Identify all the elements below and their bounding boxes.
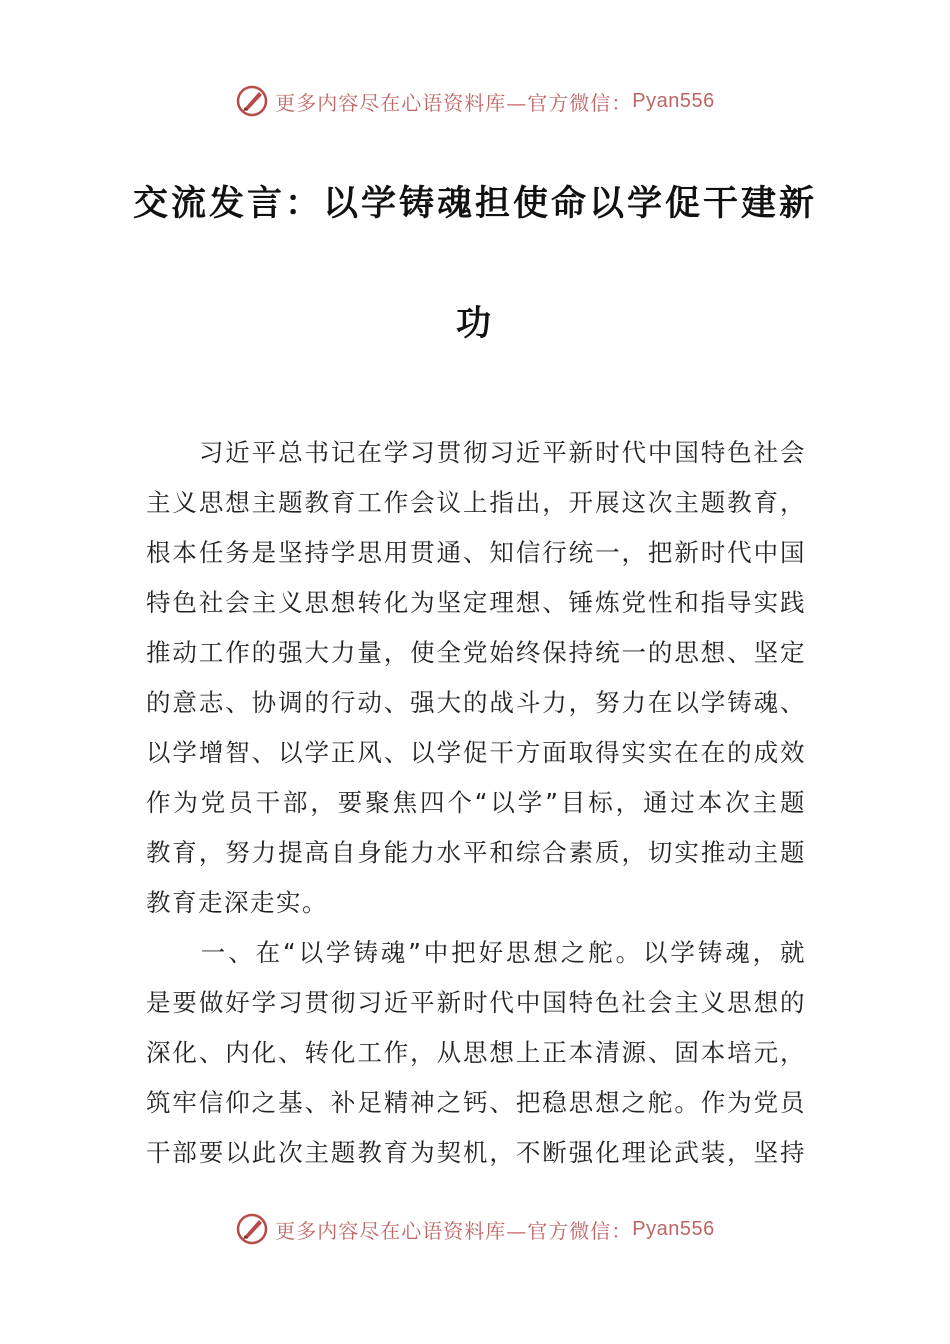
header-watermark — [0, 84, 950, 118]
body-line: 筑牢信仰之基、补足精神之钙、把稳思想之舵。作为党员 — [146, 1088, 806, 1117]
body-line: 教育走深走实。 — [146, 888, 328, 917]
watermark-text: 更多内容尽在心语资料库—官方微信： — [275, 90, 633, 115]
body-line: 主义思想主题教育工作会议上指出，开展这次主题教育， — [146, 488, 806, 517]
body-line: 的意志、协调的行动、强大的战斗力，努力在以学铸魂、 — [146, 688, 806, 717]
body-line: 深化、内化、转化工作，从思想上正本清源、固本培元， — [146, 1038, 806, 1067]
body-line: 干部要以此次主题教育为契机，不断强化理论武装，坚持 — [146, 1138, 806, 1167]
watermark-text: 更多内容尽在心语资料库—官方微信： — [275, 1218, 633, 1243]
body-line: 习近平总书记在学习贯彻习近平新时代中国特色社会 — [146, 438, 806, 467]
pen-logo-icon — [235, 84, 269, 118]
body-line: 特色社会主义思想转化为坚定理想、锤炼党性和指导实践 — [146, 588, 806, 617]
body-line: 以学增智、以学正风、以学促干方面取得实实在在的成效 — [146, 738, 806, 767]
watermark-wechat-id: Pyan556 — [632, 1217, 715, 1240]
document-title-line-1: 交流发言：以学铸魂担使命以学促干建新 — [132, 183, 817, 224]
body-line: 根本任务是坚持学思用贯通、知信行统一，把新时代中国 — [146, 538, 806, 567]
body-line: 推动工作的强大力量，使全党始终保持统一的思想、坚定 — [146, 638, 806, 667]
body-line: 一、在“以学铸魂”中把好思想之舵。以学铸魂，就 — [146, 938, 806, 967]
pen-logo-icon — [235, 1212, 269, 1246]
document-title-line-2: 功 — [455, 303, 494, 344]
body-line: 教育，努力提高自身能力水平和综合素质，切实推动主题 — [146, 838, 806, 867]
body-line: 是要做好学习贯彻习近平新时代中国特色社会主义思想的 — [146, 988, 806, 1017]
watermark-wechat-id: Pyan556 — [632, 89, 715, 112]
document-body — [146, 428, 806, 1178]
footer-watermark — [0, 1212, 950, 1246]
body-line: 作为党员干部，要聚焦四个“以学”目标，通过本次主题 — [146, 788, 806, 817]
